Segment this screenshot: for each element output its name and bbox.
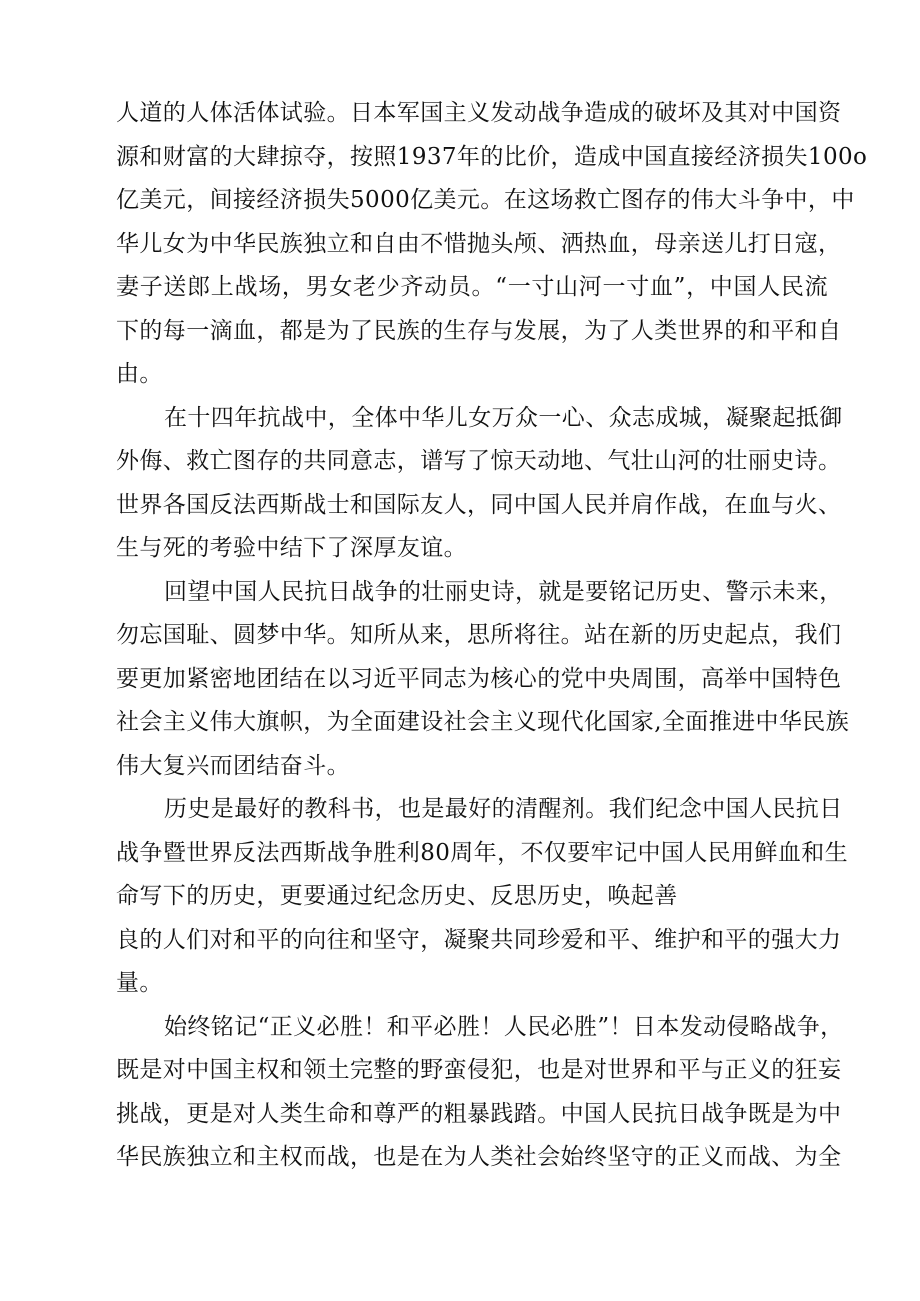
text-line: 妻子送郎上战场，男女老少齐动员。“一寸山河一寸血”，中国人民流 — [116, 274, 828, 300]
text-line: 始终铭记“正义必胜！和平必胜！人民必胜”！日本发动侵略战争， — [164, 1013, 844, 1040]
text-line: 量。 — [116, 970, 163, 996]
text-line: 勿忘国耻、圆梦中华。知所从来，思所将往。站在新的历史起点，我们 — [116, 622, 842, 648]
text-line: 历史是最好的教科书，也是最好的清醒剂。我们纪念中国人民抗日 — [164, 796, 843, 822]
text-line: 要更加紧密地团结在以习近平同志为核心的党中央周围，高举中国特色 — [116, 665, 842, 692]
text-line: 生与死的考验中结下了深厚友谊。 — [116, 535, 467, 561]
text-line: 人道的人体活体试验。日本军国主义发动战争造成的破坏及其对中国资 — [116, 100, 842, 126]
text-line: 华儿女为中华民族独立和自由不惜抛头颅、洒热血，母亲送儿打日寇， — [116, 230, 842, 257]
text-line: 战争暨世界反法西斯战争胜利80周年，不仅要牢记中国人民用鲜血和生 — [116, 839, 849, 866]
text-line: 回望中国人民抗日战争的壮丽史诗，就是要铭记历史、警示未来， — [164, 578, 843, 605]
text-line: 既是对中国主权和领土完整的野蛮侵犯，也是对世界和平与正义的狂妄 — [116, 1057, 842, 1083]
text-line: 在十四年抗战中，全体中华儿女万众一心、众志成城，凝聚起抵御 — [164, 404, 843, 431]
text-line: 世界各国反法西斯战士和国际友人，同中国人民并肩作战，在血与火、 — [116, 491, 842, 518]
text-line: 挑战，更是对人类生命和尊严的粗暴践踏。中国人民抗日战争既是为中 — [116, 1100, 842, 1127]
text-line: 社会主义伟大旗帜，为全面建设社会主义现代化国家,全面推进中华民族 — [116, 709, 850, 735]
text-line: 良的人们对和平的向往和坚守，凝聚共同珍爱和平、维护和平的强大力 — [116, 926, 842, 953]
text-line: 由。 — [116, 361, 163, 387]
text-line: 外侮、救亡图存的共同意志，谱写了惊天动地、气壮山河的壮丽史诗。 — [116, 448, 842, 474]
text-line: 亿美元，间接经济损失5000亿美元。在这场救亡图存的伟大斗争中，中 — [116, 187, 855, 213]
text-line: 华民族独立和主权而战，也是在为人类社会始终坚守的正义而战、为全 — [116, 1144, 842, 1170]
document-body — [116, 92, 868, 1180]
text-line: 下的每一滴血，都是为了民族的生存与发展，为了人类世界的和平和自 — [116, 317, 842, 344]
text-line: 命写下的历史，更要通过纪念历史、反思历史，唤起善 — [116, 883, 678, 909]
text-line: 伟大复兴而团结奋斗。 — [116, 752, 350, 779]
text-line: 源和财富的大肆掠夺，按照1937年的比价，造成中国直接经济损失100o — [116, 143, 868, 170]
